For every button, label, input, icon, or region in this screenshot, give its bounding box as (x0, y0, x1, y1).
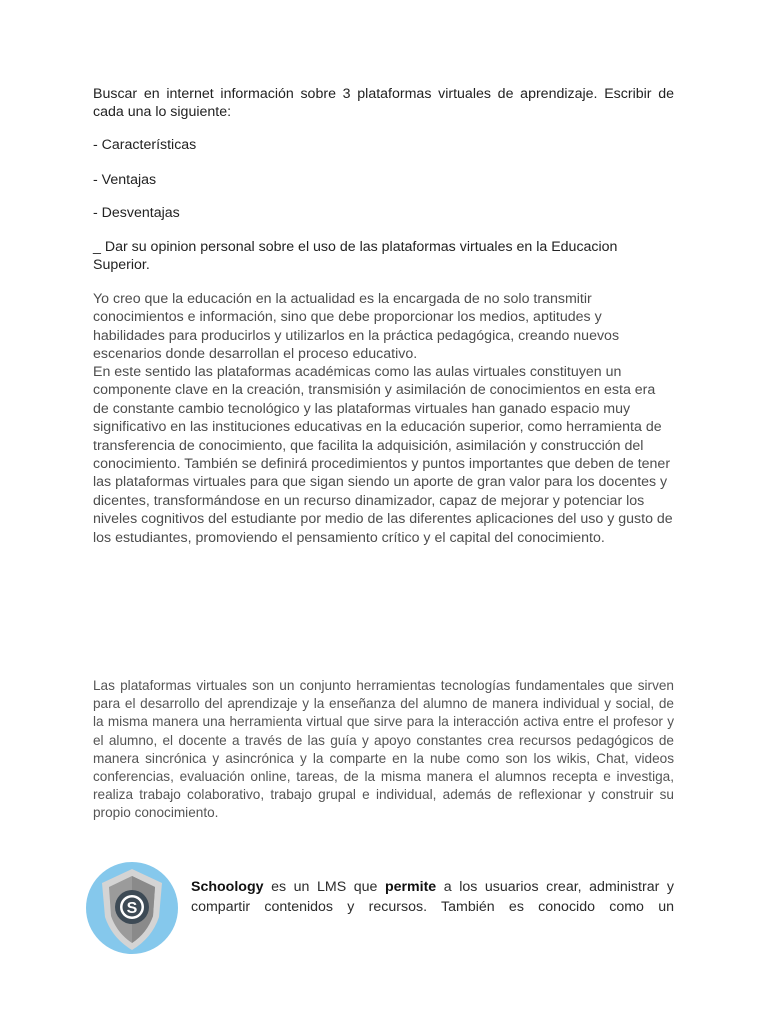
schoology-text-b: a los usuarios crear, administrar y compartir contenidos y recursos. También es conocido como un (191, 879, 674, 915)
definition-paragraph: Las plataformas virtuales son un conjunto herramientas tecnologías fundamentales que sirven para el desarrollo del aprendizaje y la enseñanza del alumno de manera individual y social, de la misma manera una herramienta virtual que sirve para la interacción activa entre el profesor y el alumno, el docente a través de las guía y apoyo constantes crea recursos pedagógicos de manera sincrónica y asincrónica y la comparte en la nube como son los wikis, Chat, videos conferencias, evaluación online, tareas, de la misma manera el alumnos recepta e investiga, realiza trabajo colaborativo, trabajo grupal e individual, además de reflexionar y construir su propio conocimiento. (93, 678, 674, 821)
schoology-text-a: es un LMS que (263, 879, 385, 895)
schoology-shield-icon (86, 862, 178, 954)
task-item-ventajas: - Ventajas (93, 172, 157, 188)
task-intro: Buscar en internet información sobre 3 plataformas virtuales de aprendizaje. Escribir de cada una lo siguiente: (93, 86, 674, 120)
schoology-name: Schoology (191, 879, 264, 895)
schoology-logo-letter: S (126, 900, 138, 917)
task-item-desventajas: - Desventajas (93, 205, 180, 221)
schoology-logo (86, 862, 178, 954)
schoology-description (191, 877, 674, 917)
schoology-bold-word: permite (384, 879, 437, 895)
task-item-caracteristicas: - Características (93, 137, 197, 153)
opinion-paragraph-2: En este sentido las plataformas académicas como las aulas virtuales constituyen un componente clave en la creación, transmisión y asimilación de conocimientos en esta era de constante cambio tecnológico y las plataformas virtuales han ganado espacio muy significativo en las instituciones educativas en la educación superior, como herramienta de transferencia de conocimiento, que facilita la adquisición, asimilación y construcción del conocimiento. También se definirá procedimientos y puntos importantes que deben de tener las plataformas virtuales para que sigan siendo un aporte de gran valor para los docentes y dicentes, transformándose en un recurso dinamizador, capaz de mejorar y potenciar los niveles cognitivos del estudiante por medio de las diferentes aplicaciones del uso y gusto de los estudiantes, promoviendo el pensamiento crítico y el capital del conocimiento. (93, 364, 673, 546)
opinion-paragraph-1: Yo creo que la educación en la actualidad es la encargada de no solo transmitir conocimientos e información, sino que debe proporcionar los medios, aptitudes y habilidades para producirlos y utilizarlos en la práctica pedagógica, creando nuevos escenarios donde desarrollan el proceso educativo. (93, 291, 620, 363)
opinion-prompt: _ Dar su opinion personal sobre el uso de las plataformas virtuales en la Educacion Superior. (93, 239, 618, 273)
document-page (93, 86, 674, 986)
